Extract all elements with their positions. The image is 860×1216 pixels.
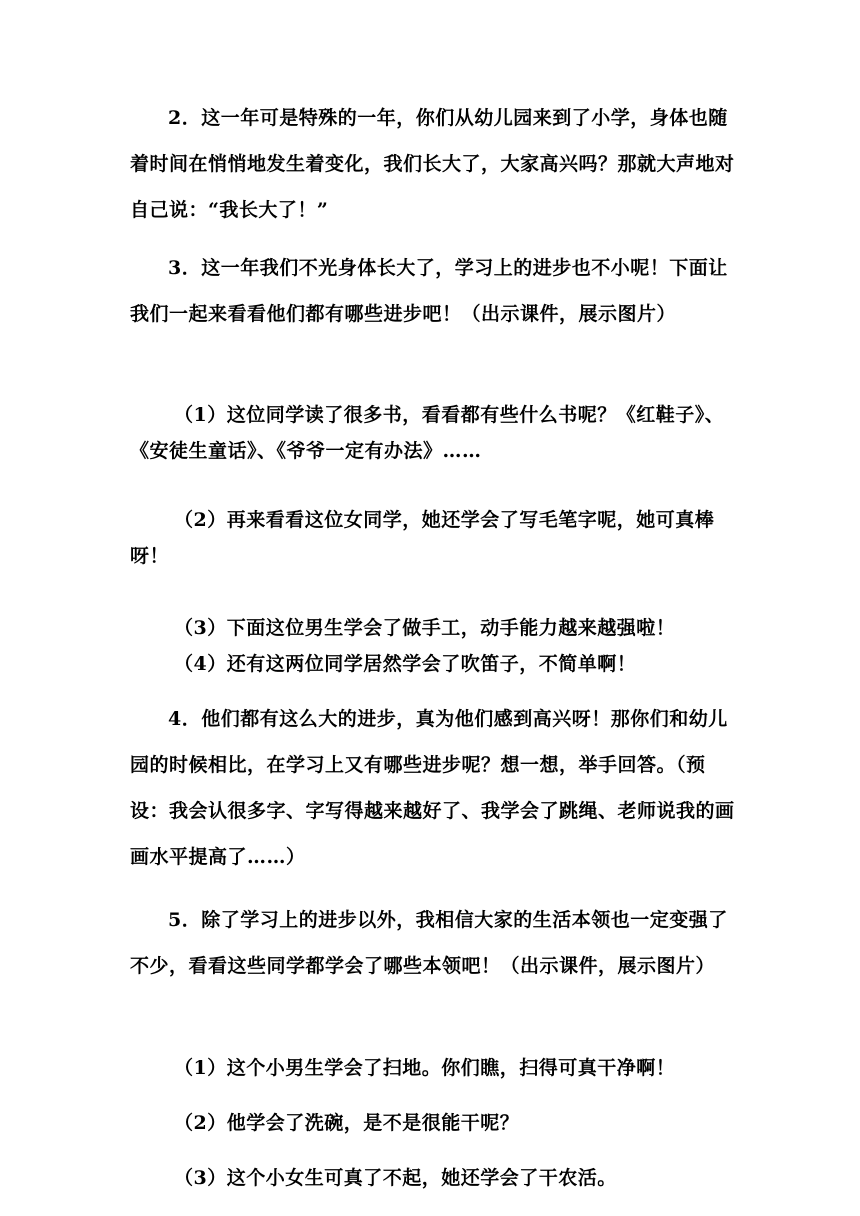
paragraph-3-item-3: （3）下面这位男生学会了做手工，动手能力越来越强啦！ <box>174 617 676 639</box>
paragraph-4: 4．他们都有这么大的进步，真为他们感到高兴呀！那你们和幼儿园的时候相比，在学习上又有哪些进步呢？想一想，举手回答。（预设：我会认很多字、字写得越来越好了、我学会了跳绳、老师说我的画画水平提高了……） <box>130 708 735 868</box>
paragraph-5-item-1: （1）这个小男生学会了扫地。你们瞧，扫得可真干净啊！ <box>174 1057 676 1079</box>
paragraph-2: 2．这一年可是特殊的一年，你们从幼儿园来到了小学，身体也随着时间在悄悄地发生着变化，我们长大了，大家高兴吗？那就大声地对自己说：“我长大了！” <box>130 107 735 221</box>
paragraph-5: 5．除了学习上的进步以外，我相信大家的生活本领也一定变强了不少，看看这些同学都学会了哪些本领吧！（出示课件，展示图片） <box>130 909 728 977</box>
paragraph-3: 3．这一年我们不光身体长大了，学习上的进步也不小呢！下面让我们一起来看看他们都有哪些进步吧！（出示课件，展示图片） <box>130 257 728 325</box>
paragraph-3-item-1: （1）这位同学读了很多书，看看都有些什么书呢？《红鞋子》、《安徒生童话》、《爷爷一定有办法》…… <box>130 404 725 462</box>
paragraph-5-item-2: （2）他学会了洗碗，是不是很能干呢？ <box>174 1112 520 1134</box>
paragraph-5-item-3: （3）这个小女生可真了不起，她还学会了干农活。 <box>174 1167 617 1189</box>
paragraph-3-item-2: （2）再来看看这位女同学，她还学会了写毛笔字呢，她可真棒呀！ <box>130 509 715 567</box>
paragraph-3-item-4: （4）还有这两位同学居然学会了吹笛子，不简单啊！ <box>174 653 637 675</box>
